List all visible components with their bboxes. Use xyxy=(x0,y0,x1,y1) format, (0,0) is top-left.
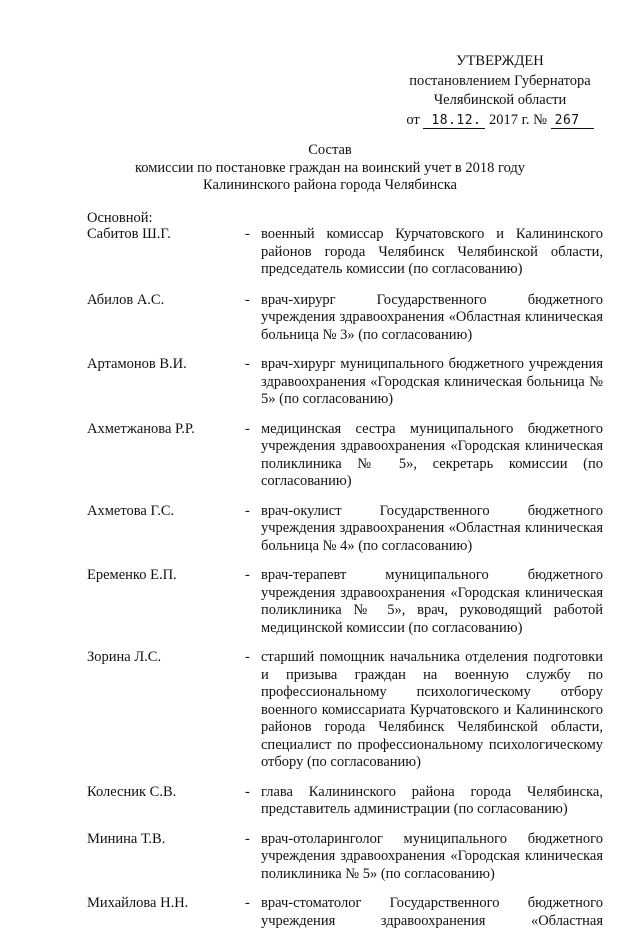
member-row xyxy=(87,567,607,637)
approval-date-line xyxy=(360,111,640,131)
approval-year-text: 2017 г. № xyxy=(488,111,548,128)
member-dash: - xyxy=(245,356,250,372)
approval-date: 18.12. xyxy=(423,113,485,129)
member-dash: - xyxy=(245,567,250,583)
member-name: Абилов А.С. xyxy=(87,291,165,308)
member-dash: - xyxy=(245,291,250,308)
members-list xyxy=(87,226,607,930)
member-dash: - xyxy=(245,420,250,437)
title-line-1: Состав xyxy=(308,142,352,158)
member-description: врач-хирург Государственного бюджетного учреждения здравоохранения «Областная клиническая больница № 3» (по согласованию) xyxy=(261,291,603,343)
approval-heading: УТВЕРЖДЕН xyxy=(456,53,544,69)
member-name: Артамонов В.И. xyxy=(87,356,187,372)
member-name: Михайлова Н.Н. xyxy=(87,895,189,911)
member-name: Минина Т.В. xyxy=(87,830,166,847)
member-row xyxy=(87,831,607,884)
member-name: Колесник С.В. xyxy=(87,783,177,800)
member-name: Сабитов Ш.Г. xyxy=(87,226,171,242)
member-dash: - xyxy=(245,895,250,911)
member-row xyxy=(87,421,607,491)
member-row xyxy=(87,784,607,819)
member-row xyxy=(87,895,607,930)
section-label: Основной: xyxy=(87,210,153,226)
member-description: медицинская сестра муниципального бюджетного учреждения здравоохранения «Городская клиническая поликлиника № 5», секретарь комиссии (по согласованию) xyxy=(261,420,603,489)
member-dash: - xyxy=(245,226,250,242)
member-description: старший помощник начальника отделения подготовки и призыва граждан на военную службу по профессиональному психологическому отбору военного комиссариата Курчатовского и Калининского районов города Челябинск Челябинской области, специалист по профессиональному психологическому отбору (по согласованию) xyxy=(261,649,603,770)
member-dash: - xyxy=(245,649,250,665)
member-dash: - xyxy=(245,830,250,847)
member-row xyxy=(87,226,607,279)
member-name: Ахметжанова Р.Р. xyxy=(87,420,195,437)
title-line-2: комиссии по постановке граждан на воинский учет в 2018 году xyxy=(134,159,526,176)
member-description: врач-отоларинголог муниципального бюджетного учреждения здравоохранения «Городская клиническая поликлиника № 5» (по согласованию) xyxy=(261,830,603,882)
member-name: Зорина Л.С. xyxy=(87,649,162,665)
title-line-3: Калининского района города Челябинска xyxy=(202,177,457,193)
member-row xyxy=(87,356,607,409)
member-description: врач-окулист Государственного бюджетного учреждения здравоохранения «Областная клиническая больница № 4» (по согласованию) xyxy=(261,502,603,554)
member-description: врач-хирург муниципального бюджетного учреждения здравоохранения «Городская клиническая больница № 5» (по согласованию) xyxy=(261,356,603,407)
member-name: Ахметова Г.С. xyxy=(87,502,175,519)
member-name: Еременко Е.П. xyxy=(87,567,177,583)
member-dash: - xyxy=(245,502,250,519)
document-title xyxy=(100,142,560,195)
approval-stamp xyxy=(360,52,640,130)
member-description: военный комиссар Курчатовского и Калининского районов города Челябинск Челябинской области, председатель комиссии (по согласованию) xyxy=(261,226,603,277)
approval-line-decree: постановлением Губернатора xyxy=(409,72,591,89)
member-row xyxy=(87,503,607,556)
approval-line-region: Челябинской области xyxy=(433,92,567,108)
member-description: врач-терапевт муниципального бюджетного учреждения здравоохранения «Городская клиническая поликлиника № 5», врач, руководящий работой медицинской комиссии (по согласованию) xyxy=(261,567,603,636)
member-dash: - xyxy=(245,783,250,800)
member-description: врач-стоматолог Государственного бюджетного учреждения здравоохранения «Областная xyxy=(261,895,603,929)
member-row xyxy=(87,292,607,345)
approval-number: 267 xyxy=(551,113,594,129)
member-description: глава Калининского района города Челябинска, представитель администрации (по согласованию) xyxy=(261,783,603,817)
member-row xyxy=(87,649,607,772)
approval-date-prefix: от xyxy=(406,111,420,128)
